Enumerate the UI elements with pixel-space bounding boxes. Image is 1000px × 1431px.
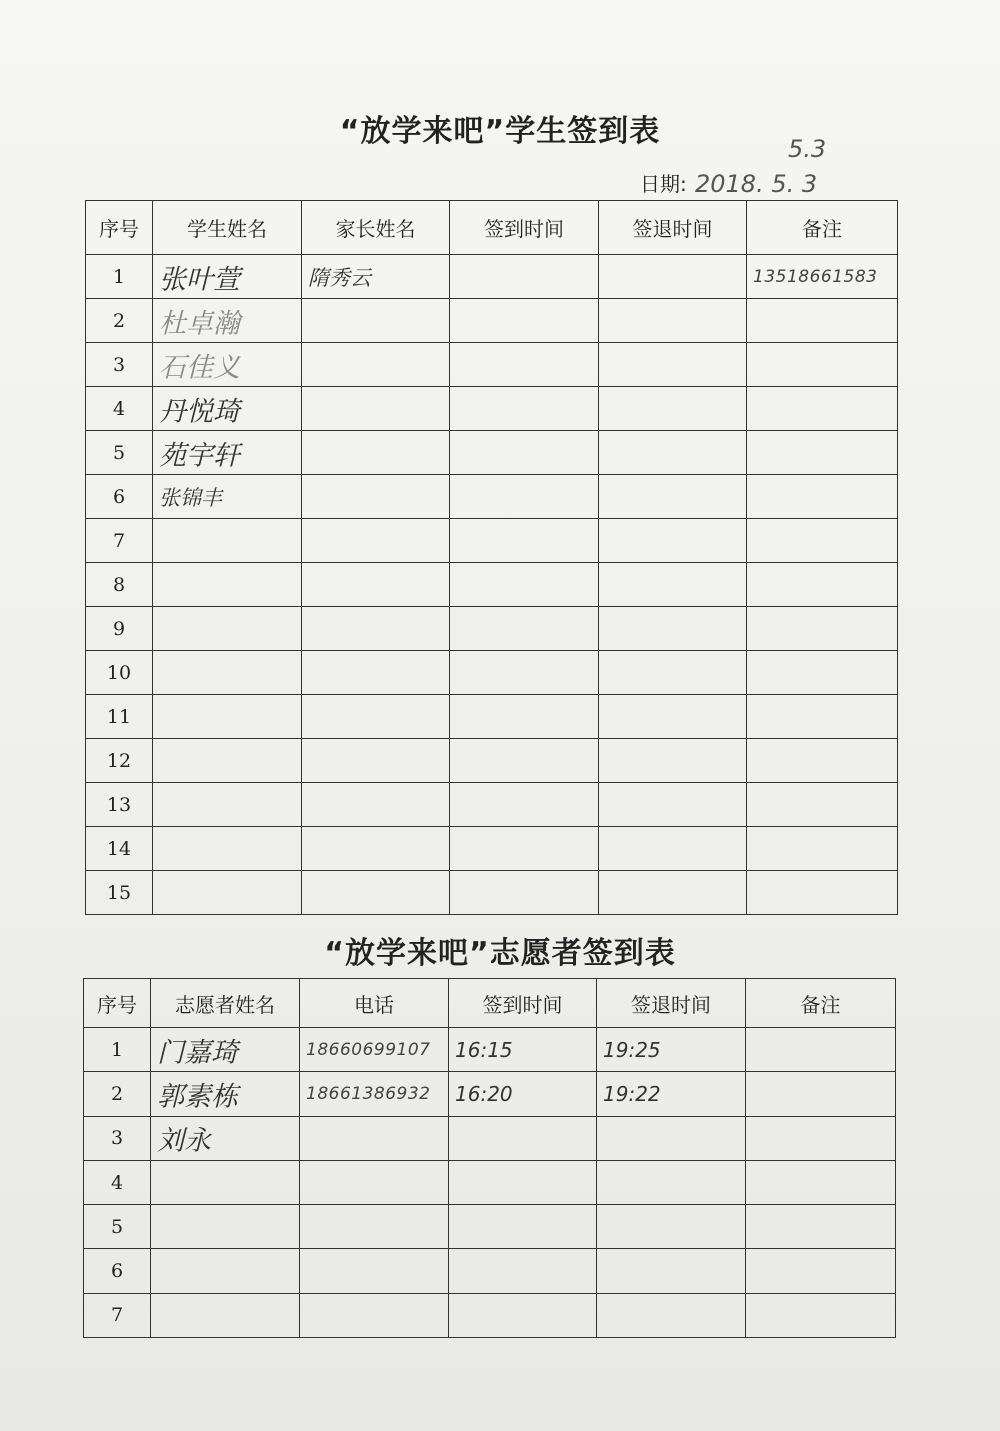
serial-cell: 3 xyxy=(86,343,153,387)
checkin-time-cell xyxy=(450,475,599,519)
volunteer-name-cell xyxy=(151,1293,300,1337)
note-cell xyxy=(747,739,898,783)
student-name-cell xyxy=(153,563,302,607)
checkout-time-cell xyxy=(599,387,747,431)
table-row xyxy=(86,783,898,827)
checkout-time-cell xyxy=(599,475,747,519)
student-name-cell xyxy=(153,255,302,299)
checkout-time-cell xyxy=(597,1028,746,1072)
student-name-cell xyxy=(153,343,302,387)
checkin-time-cell xyxy=(449,1028,597,1072)
parent-name-cell xyxy=(302,475,450,519)
checkout-time-cell xyxy=(597,1072,746,1116)
checkin-time-cell xyxy=(450,871,599,915)
table-row xyxy=(86,871,898,915)
phone-cell xyxy=(300,1072,449,1116)
header-student-name: 学生姓名 xyxy=(153,201,302,255)
serial-cell: 7 xyxy=(86,519,153,563)
student-name-cell-text: 张叶萱 xyxy=(159,264,240,295)
note-cell xyxy=(747,431,898,475)
note-cell xyxy=(747,563,898,607)
volunteer-name-cell-text: 郭素栋 xyxy=(157,1081,238,1113)
note-cell xyxy=(747,387,898,431)
student-name-cell-text: 石佳义 xyxy=(159,352,240,383)
serial-cell: 2 xyxy=(86,299,153,343)
serial-cell: 6 xyxy=(84,1249,151,1293)
table-row xyxy=(86,827,898,871)
note-cell xyxy=(747,783,898,827)
note-cell xyxy=(747,475,898,519)
note-cell xyxy=(747,607,898,651)
checkout-time-cell xyxy=(599,871,747,915)
checkout-time-cell xyxy=(599,563,747,607)
student-name-cell xyxy=(153,431,302,475)
serial-cell: 7 xyxy=(84,1293,151,1337)
parent-name-cell xyxy=(302,387,450,431)
student-name-cell xyxy=(153,783,302,827)
table-row xyxy=(86,299,898,343)
checkin-time-cell xyxy=(449,1116,597,1160)
header-serial: 序号 xyxy=(86,201,153,255)
checkin-time-cell xyxy=(450,299,599,343)
student-name-cell xyxy=(153,827,302,871)
table-row xyxy=(86,607,898,651)
phone-cell xyxy=(300,1028,449,1072)
parent-name-cell xyxy=(302,563,450,607)
checkout-time-cell xyxy=(599,695,747,739)
serial-cell: 11 xyxy=(86,695,153,739)
checkin-time-cell xyxy=(450,387,599,431)
note-cell-text: 13518661583 xyxy=(753,266,878,287)
checkout-time-cell xyxy=(599,783,747,827)
checkout-time-cell xyxy=(599,343,747,387)
student-signin-table xyxy=(85,200,898,915)
student-name-cell xyxy=(153,871,302,915)
checkin-time-cell xyxy=(450,827,599,871)
checkin-time-cell xyxy=(449,1160,597,1204)
table-row xyxy=(86,431,898,475)
checkin-time-cell xyxy=(450,651,599,695)
student-name-cell xyxy=(153,475,302,519)
parent-name-cell xyxy=(302,827,450,871)
table-header-row xyxy=(86,201,898,255)
parent-name-cell xyxy=(302,739,450,783)
serial-cell: 10 xyxy=(86,651,153,695)
table-row xyxy=(86,475,898,519)
checkin-time-cell xyxy=(450,431,599,475)
parent-name-cell xyxy=(302,695,450,739)
serial-cell: 4 xyxy=(84,1160,151,1204)
note-cell xyxy=(746,1293,896,1337)
parent-name-cell xyxy=(302,783,450,827)
table-header-row xyxy=(84,979,896,1028)
serial-cell: 5 xyxy=(86,431,153,475)
header-checkout-time: 签退时间 xyxy=(597,979,746,1028)
header-checkin-time: 签到时间 xyxy=(449,979,597,1028)
student-name-cell-text: 杜卓瀚 xyxy=(159,308,240,339)
checkout-time-cell xyxy=(599,607,747,651)
header-checkin-time: 签到时间 xyxy=(450,201,599,255)
note-cell xyxy=(747,695,898,739)
note-cell xyxy=(746,1028,896,1072)
parent-name-cell xyxy=(302,255,450,299)
checkin-time-cell xyxy=(450,343,599,387)
serial-cell: 8 xyxy=(86,563,153,607)
volunteer-name-cell xyxy=(151,1160,300,1204)
header-checkout-time: 签退时间 xyxy=(599,201,747,255)
parent-name-cell xyxy=(302,343,450,387)
checkin-time-cell xyxy=(450,695,599,739)
date-label: 日期: xyxy=(640,172,687,196)
checkout-time-cell xyxy=(599,827,747,871)
checkin-time-cell xyxy=(449,1293,597,1337)
parent-name-cell xyxy=(302,299,450,343)
table-row xyxy=(84,1205,896,1249)
phone-cell xyxy=(300,1116,449,1160)
date-value-handwritten: 2018. 5. 3 xyxy=(695,170,818,198)
volunteer-name-cell xyxy=(151,1116,300,1160)
table-row xyxy=(86,695,898,739)
note-cell xyxy=(747,299,898,343)
serial-cell: 13 xyxy=(86,783,153,827)
student-name-cell-text: 丹悦琦 xyxy=(159,396,240,427)
checkout-time-cell xyxy=(599,255,747,299)
serial-cell: 4 xyxy=(86,387,153,431)
parent-name-cell xyxy=(302,871,450,915)
table-row xyxy=(84,1249,896,1293)
table-row xyxy=(86,519,898,563)
table-row xyxy=(86,387,898,431)
table-row xyxy=(86,255,898,299)
checkin-time-cell xyxy=(450,519,599,563)
date-note-handwritten: 5.3 xyxy=(788,135,827,163)
volunteer-name-cell xyxy=(151,1028,300,1072)
checkin-time-cell-text: 16:20 xyxy=(455,1081,513,1106)
table-row xyxy=(86,651,898,695)
checkin-time-cell-text: 16:15 xyxy=(455,1037,513,1062)
note-cell xyxy=(747,255,898,299)
note-cell xyxy=(747,343,898,387)
checkin-time-cell xyxy=(449,1072,597,1116)
phone-cell xyxy=(300,1249,449,1293)
checkin-time-cell xyxy=(450,607,599,651)
phone-cell xyxy=(300,1160,449,1204)
note-cell xyxy=(746,1160,896,1204)
parent-name-cell-text: 隋秀云 xyxy=(308,265,371,290)
parent-name-cell xyxy=(302,651,450,695)
checkout-time-cell-text: 19:25 xyxy=(603,1037,661,1062)
note-cell xyxy=(747,871,898,915)
serial-cell: 14 xyxy=(86,827,153,871)
table-row xyxy=(86,563,898,607)
serial-cell: 1 xyxy=(86,255,153,299)
table-row xyxy=(86,343,898,387)
student-sheet-title: “放学来吧”学生签到表 xyxy=(339,114,661,149)
student-name-cell xyxy=(153,519,302,563)
checkout-time-cell xyxy=(599,431,747,475)
checkout-time-cell xyxy=(599,651,747,695)
student-name-cell xyxy=(153,299,302,343)
volunteer-sheet-title: “放学来吧”志愿者签到表 xyxy=(324,936,676,971)
checkin-time-cell xyxy=(450,783,599,827)
checkin-time-cell xyxy=(449,1205,597,1249)
checkout-time-cell xyxy=(597,1293,746,1337)
phone-cell-text: 18661386932 xyxy=(306,1083,431,1104)
serial-cell: 2 xyxy=(84,1072,151,1116)
note-cell xyxy=(747,651,898,695)
parent-name-cell xyxy=(302,431,450,475)
student-name-cell-text: 张锦丰 xyxy=(159,485,222,510)
checkin-time-cell xyxy=(450,563,599,607)
table-row xyxy=(86,739,898,783)
serial-cell: 12 xyxy=(86,739,153,783)
student-name-cell xyxy=(153,387,302,431)
checkout-time-cell xyxy=(597,1249,746,1293)
checkout-time-cell xyxy=(597,1205,746,1249)
table-row xyxy=(84,1028,896,1072)
volunteer-name-cell xyxy=(151,1205,300,1249)
serial-cell: 3 xyxy=(84,1116,151,1160)
header-serial: 序号 xyxy=(84,979,151,1028)
volunteer-name-cell xyxy=(151,1249,300,1293)
volunteer-name-cell xyxy=(151,1072,300,1116)
table-row xyxy=(84,1116,896,1160)
note-cell xyxy=(746,1072,896,1116)
serial-cell: 1 xyxy=(84,1028,151,1072)
phone-cell xyxy=(300,1205,449,1249)
checkin-time-cell xyxy=(449,1249,597,1293)
checkout-time-cell xyxy=(599,299,747,343)
serial-cell: 5 xyxy=(84,1205,151,1249)
note-cell xyxy=(746,1249,896,1293)
note-cell xyxy=(747,827,898,871)
table-row xyxy=(84,1072,896,1116)
checkout-time-cell xyxy=(597,1116,746,1160)
student-name-cell xyxy=(153,739,302,783)
note-cell xyxy=(747,519,898,563)
note-cell xyxy=(746,1116,896,1160)
checkin-time-cell xyxy=(450,255,599,299)
parent-name-cell xyxy=(302,519,450,563)
header-phone: 电话 xyxy=(300,979,449,1028)
header-volunteer-name: 志愿者姓名 xyxy=(151,979,300,1028)
volunteer-signin-table xyxy=(83,978,896,1338)
serial-cell: 6 xyxy=(86,475,153,519)
header-note: 备注 xyxy=(747,201,898,255)
table-row xyxy=(84,1293,896,1337)
student-name-cell xyxy=(153,607,302,651)
volunteer-name-cell-text: 刘永 xyxy=(157,1125,211,1157)
header-parent-name: 家长姓名 xyxy=(302,201,450,255)
student-name-cell xyxy=(153,651,302,695)
checkout-time-cell xyxy=(597,1160,746,1204)
table-row xyxy=(84,1160,896,1204)
checkout-time-cell-text: 19:22 xyxy=(603,1081,661,1106)
checkin-time-cell xyxy=(450,739,599,783)
phone-cell-text: 18660699107 xyxy=(306,1039,431,1060)
student-name-cell-text: 苑宇轩 xyxy=(159,440,240,471)
serial-cell: 9 xyxy=(86,607,153,651)
parent-name-cell xyxy=(302,607,450,651)
phone-cell xyxy=(300,1293,449,1337)
serial-cell: 15 xyxy=(86,871,153,915)
volunteer-name-cell-text: 门嘉琦 xyxy=(157,1037,238,1069)
checkout-time-cell xyxy=(599,739,747,783)
student-name-cell xyxy=(153,695,302,739)
header-note: 备注 xyxy=(746,979,896,1028)
note-cell xyxy=(746,1205,896,1249)
checkout-time-cell xyxy=(599,519,747,563)
